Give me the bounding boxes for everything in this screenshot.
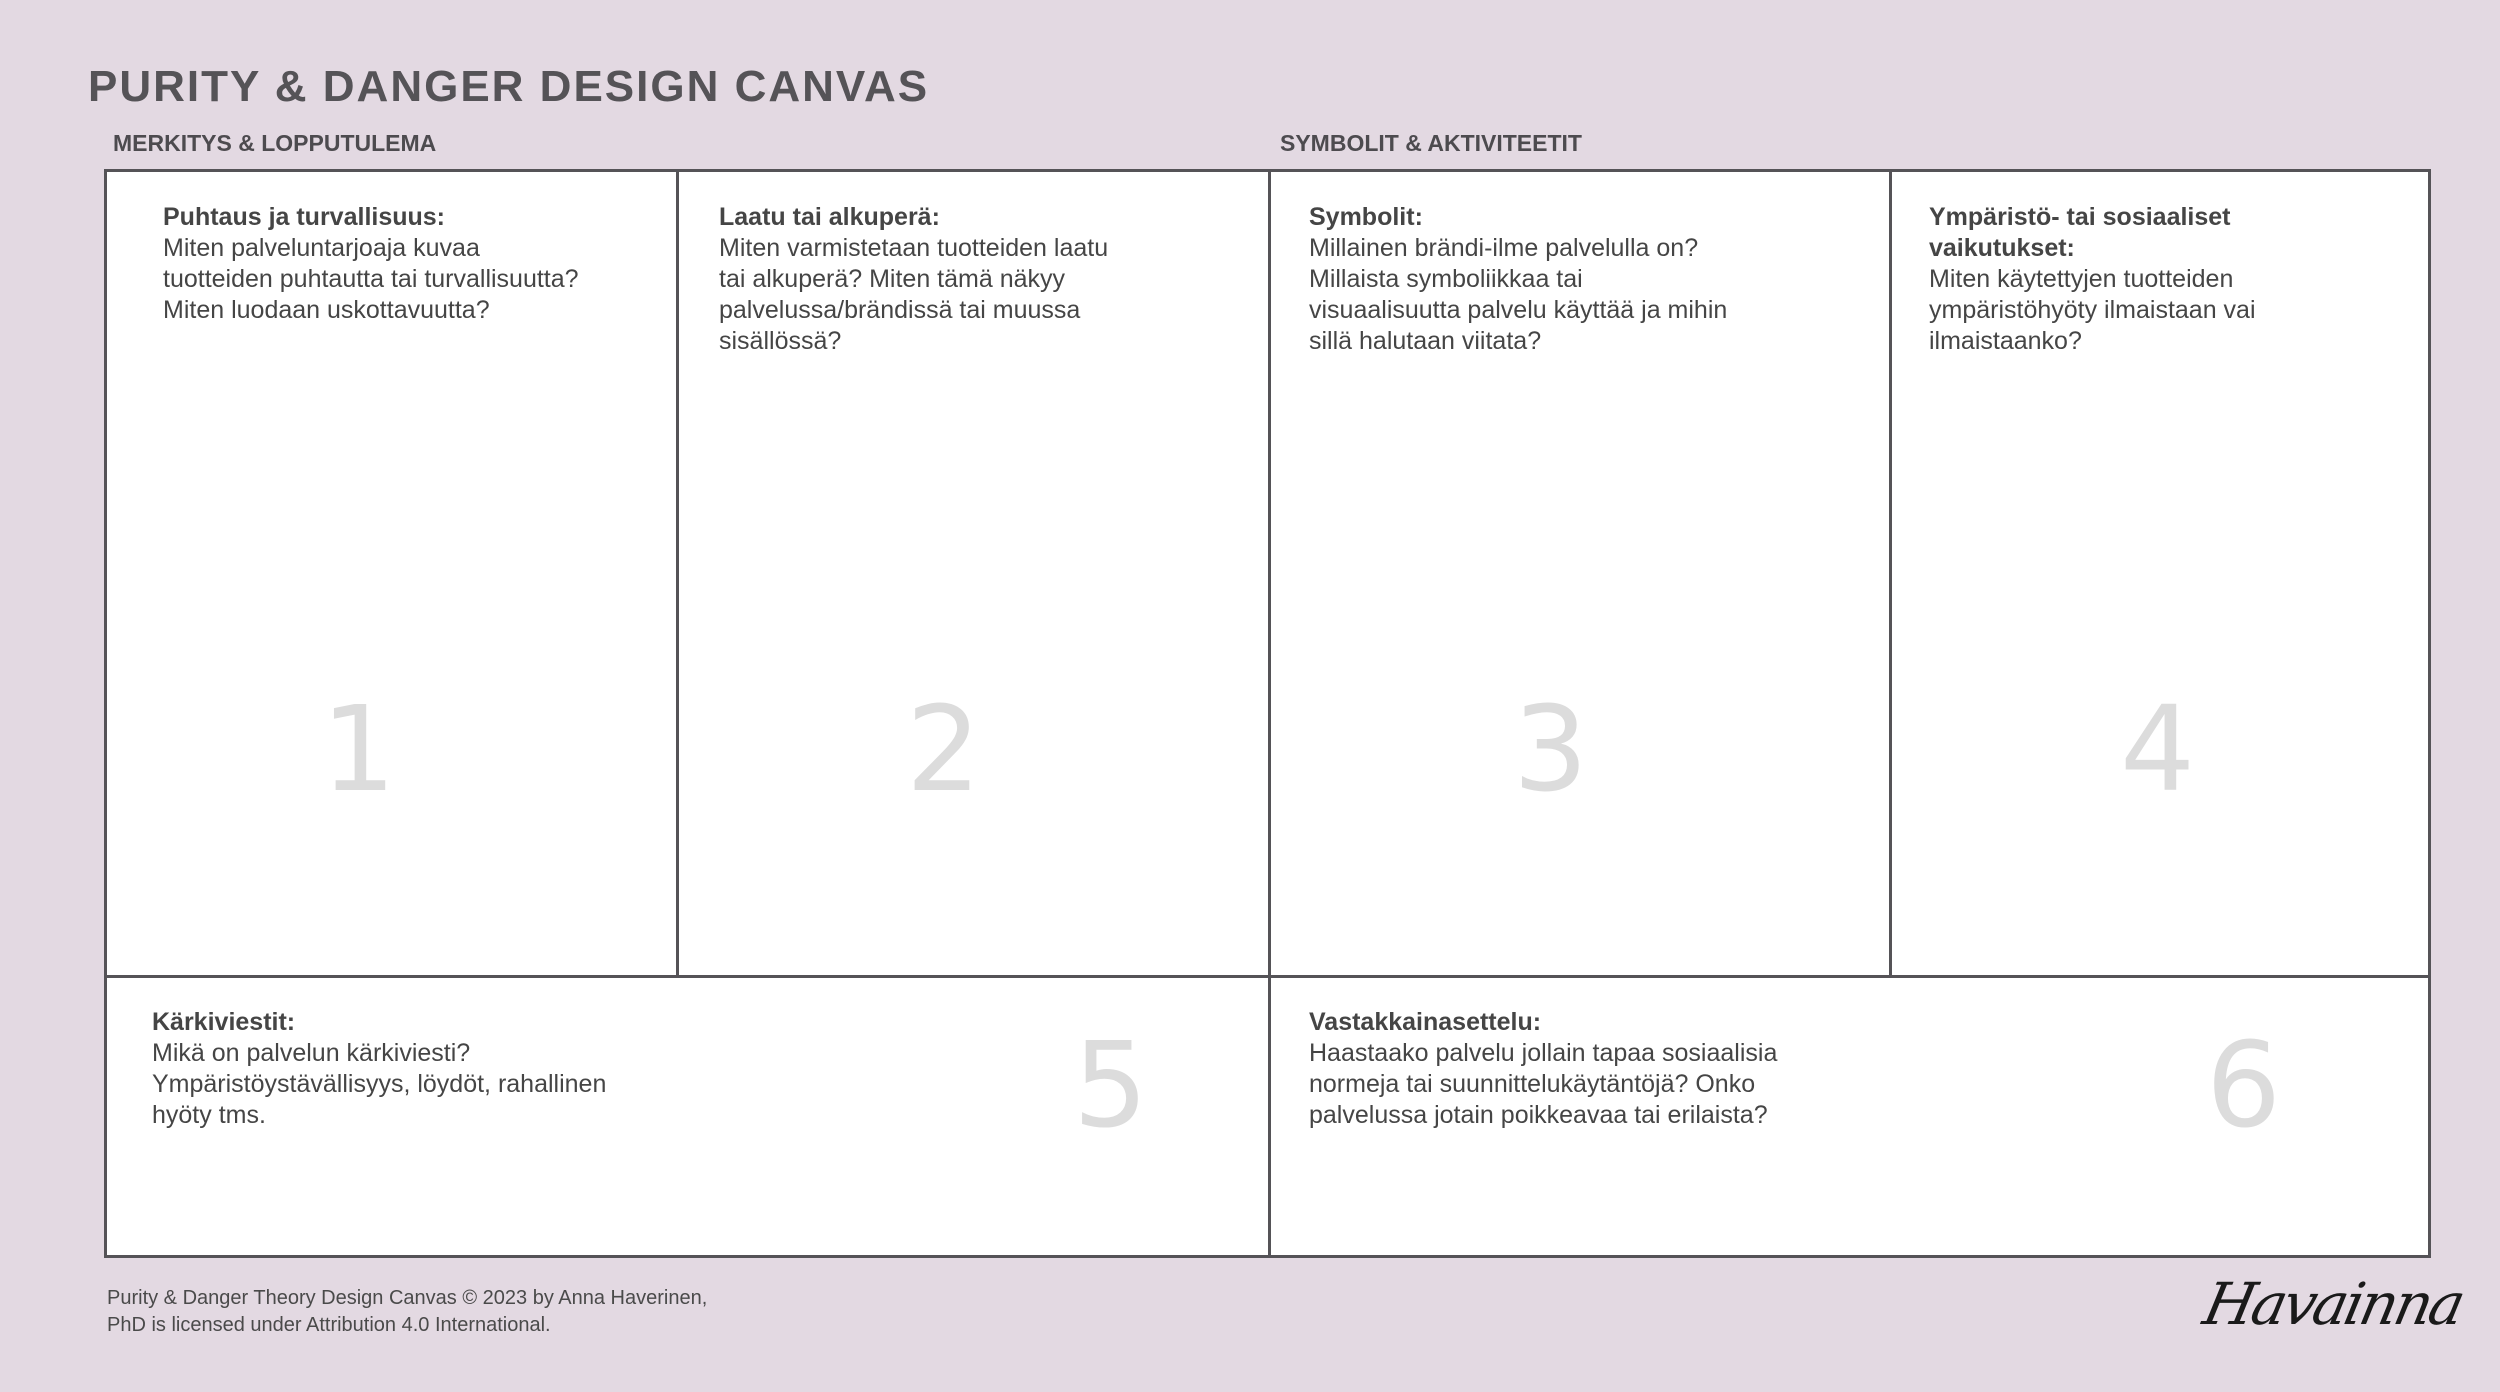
- license-footer: [107, 1285, 707, 1339]
- cell-6-number: 6: [2206, 1016, 2282, 1154]
- cell-3-body: Millainen brändi-ilme palvelulla on? Millaista symboliikkaa tai visuaalisuutta palvelu käyttää ja mihin sillä halutaan viitata?: [1309, 234, 1728, 355]
- cell-1-body: Miten palveluntarjoaja kuvaa tuotteiden puhtautta tai turvallisuutta? Miten luodaan uskottavuutta?: [163, 234, 579, 324]
- havainna-logo: [2197, 1270, 2469, 1360]
- cell-6-text[interactable]: [1309, 1007, 1929, 1131]
- divider-top-bottom: [107, 975, 2428, 978]
- cell-2-number: 2: [906, 680, 982, 818]
- cell-5-text[interactable]: [152, 1007, 712, 1131]
- design-canvas: [104, 169, 2431, 1258]
- cell-6-heading: Vastakkainasettelu:: [1309, 1008, 1542, 1036]
- section-label-meaning: MERKITYS & LOPPUTULEMA: [113, 130, 437, 156]
- cell-3-number: 3: [1513, 680, 1589, 818]
- cell-1-heading: Puhtaus ja turvallisuus:: [163, 203, 446, 231]
- divider-1-2: [676, 172, 679, 977]
- divider-2-3: [1268, 172, 1271, 1255]
- logo-text: Havainna: [2197, 1270, 2469, 1338]
- section-label-symbols: SYMBOLIT & AKTIVITEETIT: [1280, 130, 1582, 156]
- cell-3-heading: Symbolit:: [1309, 203, 1423, 231]
- divider-3-4: [1889, 172, 1892, 977]
- cell-2-text[interactable]: [719, 202, 1239, 357]
- footer-line-1: Purity & Danger Theory Design Canvas © 2023 by Anna Haverinen,: [107, 1287, 708, 1309]
- cell-1-number: 1: [321, 680, 397, 818]
- cell-2-body: Miten varmistetaan tuotteiden laatu tai alkuperä? Miten tämä näkyy palvelussa/brändissä tai muussa sisällössä?: [719, 234, 1109, 355]
- cell-5-heading: Kärkiviestit:: [152, 1008, 296, 1036]
- cell-4-text[interactable]: [1929, 202, 2409, 357]
- cell-6-body: Haastaako palvelu jollain tapaa sosiaalisia normeja tai suunnittelukäytäntöjä? Onko palvelussa jotain poikkeavaa tai erilaista?: [1309, 1039, 1778, 1129]
- cell-4-number: 4: [2120, 680, 2196, 818]
- cell-2-heading: Laatu tai alkuperä:: [719, 203, 940, 231]
- cell-1-text[interactable]: [163, 202, 643, 326]
- cell-4-heading: Ympäristö- tai sosiaaliset vaikutukset:: [1929, 203, 2231, 262]
- cell-5-number: 5: [1073, 1016, 1149, 1154]
- footer-line-2: PhD is licensed under Attribution 4.0 International.: [107, 1314, 551, 1336]
- cell-4-body: Miten käytettyjen tuotteiden ympäristöhyöty ilmaistaan vai ilmaistaanko?: [1929, 265, 2256, 355]
- cell-3-text[interactable]: [1309, 202, 1869, 357]
- page-title: PURITY & DANGER DESIGN CANVAS: [88, 62, 930, 111]
- cell-5-body: Mikä on palvelun kärkiviesti? Ympäristöystävällisyys, löydöt, rahallinen hyöty tms.: [152, 1039, 607, 1129]
